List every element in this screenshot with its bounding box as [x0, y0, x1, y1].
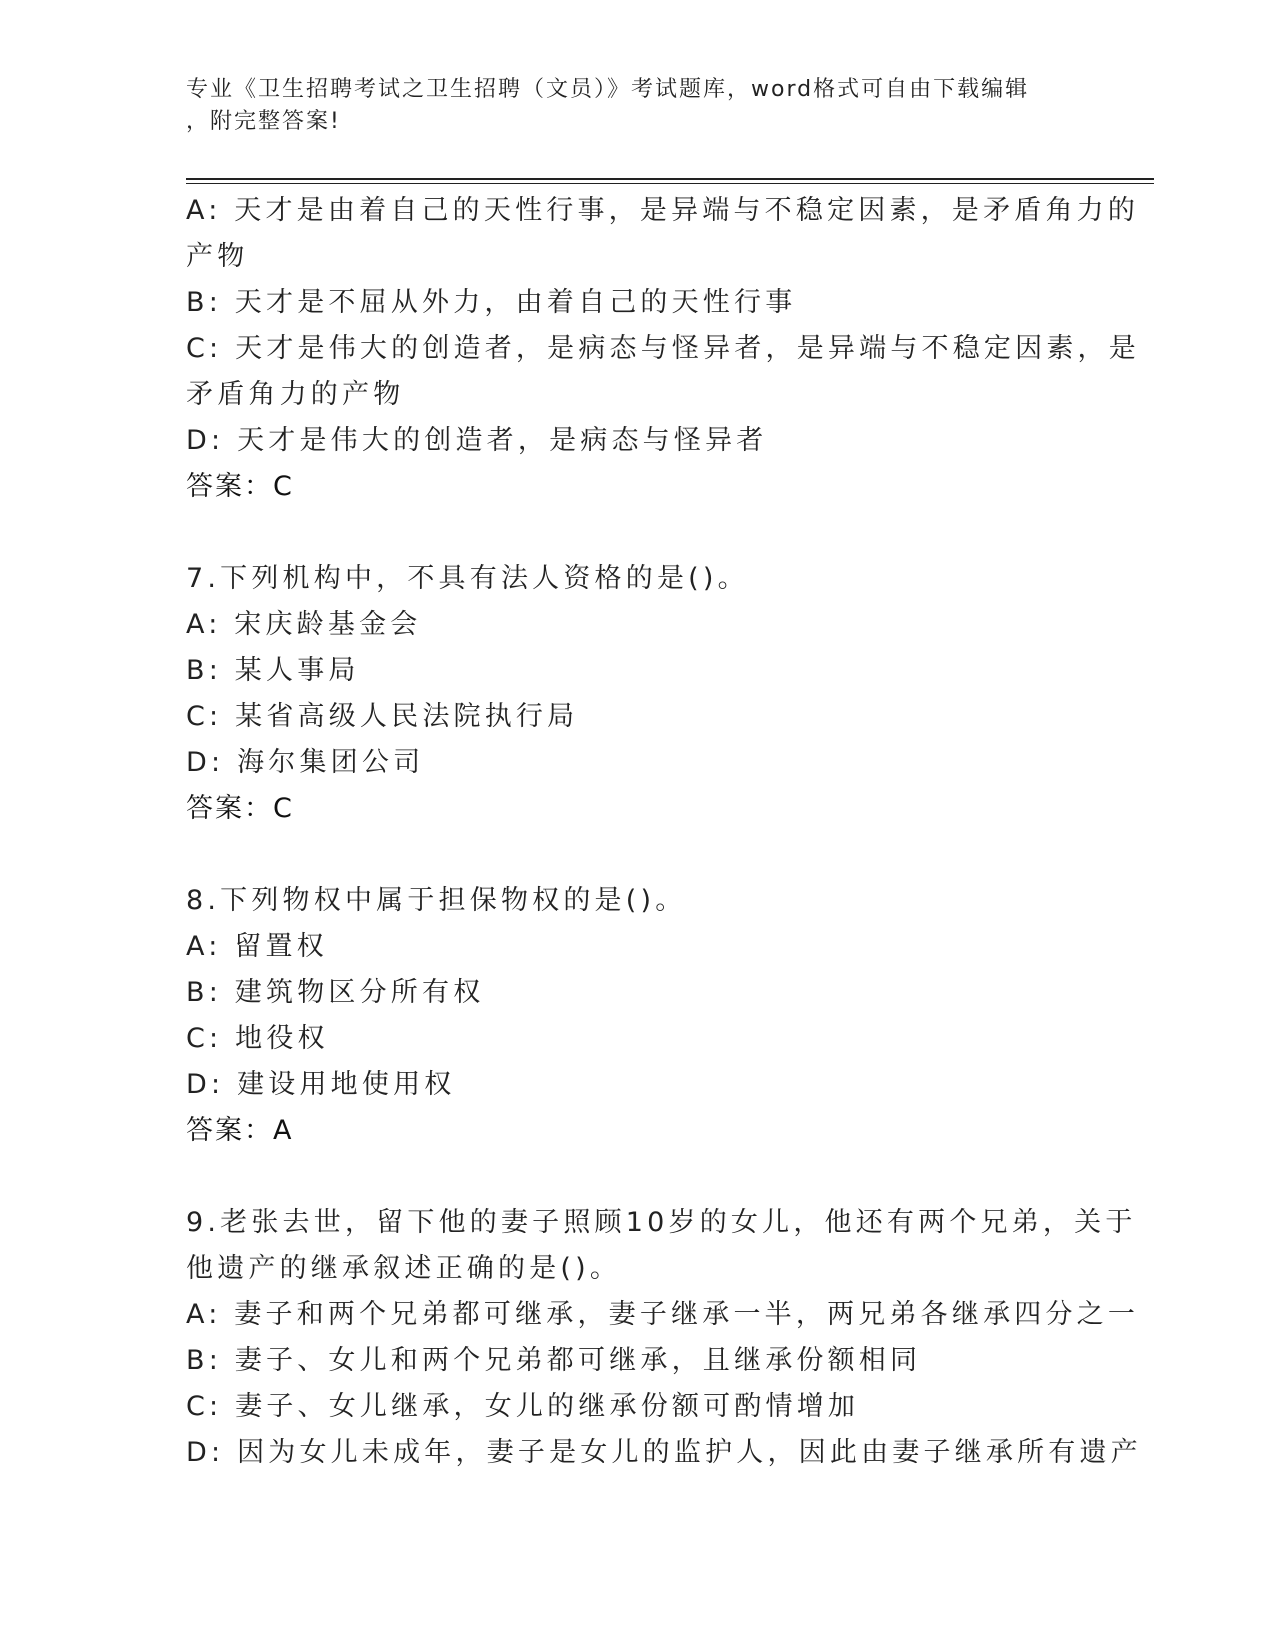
q9-question-line-1: 9.老张去世，留下他的妻子照顾10岁的女儿，他还有两个兄弟，关于	[186, 1207, 1137, 1238]
q8-answer: 答案：A	[186, 1115, 294, 1146]
q9-option-b: B: 妻子、女儿和两个兄弟都可继承，且继承份额相同	[186, 1345, 922, 1376]
header-line-1: 专业《卫生招聘考试之卫生招聘（文员）》考试题库，word格式可自由下载编辑	[186, 77, 1030, 102]
q9-question-line-2: 他遗产的继承叙述正确的是()。	[186, 1253, 622, 1284]
question-8-block	[186, 878, 1086, 1154]
question-list	[186, 188, 1142, 1476]
q8-option-b: B: 建筑物区分所有权	[186, 977, 485, 1008]
q8-question: 8.下列物权中属于担保物权的是()。	[186, 885, 687, 916]
q6-option-c-line-2: 矛盾角力的产物	[186, 379, 405, 410]
q7-option-b: B: 某人事局	[186, 655, 360, 686]
q7-answer: 答案：C	[186, 793, 294, 824]
q9-option-c: C: 妻子、女儿继承，女儿的继承份额可酌情增加	[186, 1391, 860, 1422]
spacer	[186, 1154, 1086, 1200]
spacer	[186, 832, 1086, 878]
q9-option-a: A: 妻子和两个兄弟都可继承，妻子继承一半，两兄弟各继承四分之一	[186, 1299, 1140, 1330]
q8-option-a: A: 留置权	[186, 931, 328, 962]
spacer	[186, 510, 1086, 556]
q6-option-d: D: 天才是伟大的创造者，是病态与怪异者	[186, 425, 768, 456]
q7-option-c: C: 某省高级人民法院执行局	[186, 701, 579, 732]
q6-answer: 答案：C	[186, 471, 294, 502]
question-7-block	[186, 556, 1086, 832]
header-line-2: ，附完整答案!	[186, 109, 341, 134]
header-divider-thick	[186, 178, 1154, 180]
q7-option-a: A: 宋庆龄基金会	[186, 609, 422, 640]
q6-option-c-line-1: C: 天才是伟大的创造者，是病态与怪异者，是异端与不稳定因素，是	[186, 333, 1140, 364]
question-9-block	[186, 1200, 1142, 1476]
q7-option-d: D: 海尔集团公司	[186, 747, 425, 778]
header-divider-thin	[186, 183, 1154, 184]
q8-option-c: C: 地役权	[186, 1023, 329, 1054]
q7-question: 7.下列机构中，不具有法人资格的是()。	[186, 563, 749, 594]
document-header	[186, 74, 1086, 138]
q9-option-d: D: 因为女儿未成年，妻子是女儿的监护人，因此由妻子继承所有遗产	[186, 1437, 1142, 1468]
q6-option-a-line-2: 产物	[186, 241, 249, 272]
q6-option-a-line-1: A: 天才是由着自己的天性行事，是异端与不稳定因素，是矛盾角力的	[186, 195, 1140, 226]
q8-option-d: D: 建设用地使用权	[186, 1069, 456, 1100]
question-6-block	[186, 188, 1140, 510]
q6-option-b: B: 天才是不屈从外力，由着自己的天性行事	[186, 287, 797, 318]
